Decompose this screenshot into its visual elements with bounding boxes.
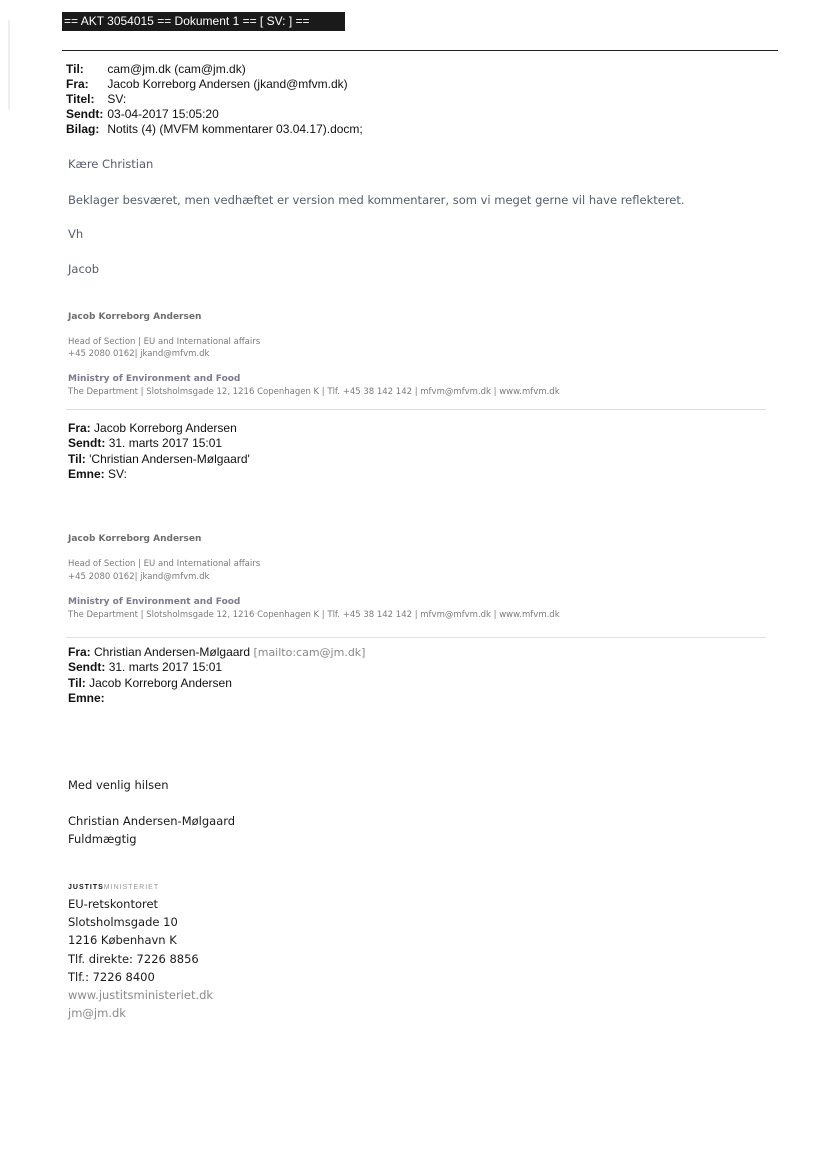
forward2-til-label: Til: <box>68 676 86 690</box>
header-divider <box>62 50 778 51</box>
closing-name: Christian Andersen-Mølgaard <box>68 814 236 828</box>
logo-part1: JUSTITS <box>68 884 104 891</box>
body-name: Jacob <box>68 262 100 276</box>
signature2-name: Jacob Korreborg Andersen <box>68 534 202 544</box>
closing-tlf-direct: Tlf. direkte: 7226 8856 <box>68 952 199 966</box>
header-sendt-value: 03-04-2017 15:05:20 <box>107 107 219 121</box>
closing-role: Fuldmægtig <box>68 832 137 846</box>
header-titel-label: Titel: <box>66 92 95 106</box>
forward2-fra-row <box>68 645 365 660</box>
signature1-title: Head of Section | EU and International affairs <box>68 337 261 347</box>
forward2-sendt-value: 31. marts 2017 15:01 <box>108 660 223 674</box>
forward2-emne-row <box>68 691 105 705</box>
body-closing: Vh <box>68 227 84 241</box>
closing-dept: EU-retskontoret <box>68 897 159 911</box>
forward2-mailto-link[interactable]: [mailto:cam@jm.dk] <box>253 646 366 659</box>
forward2-fra-value: Christian Andersen-Mølgaard <box>94 645 251 659</box>
forward2-til-value: Jacob Korreborg Andersen <box>89 676 232 690</box>
forward1-emne-value: SV: <box>108 467 127 481</box>
scan-margin-mark <box>8 20 10 110</box>
signature2-phone-email: +45 2080 0162| jkand@mfvm.dk <box>68 572 210 582</box>
header-sendt-label: Sendt: <box>66 107 104 121</box>
forward2-emne-label: Emne: <box>68 691 105 705</box>
header-bilag-row <box>66 122 363 137</box>
forward1-divider <box>66 409 766 410</box>
header-fra-value: Jacob Korreborg Andersen (jkand@mfvm.dk) <box>107 77 348 91</box>
forward1-til-row <box>68 452 250 466</box>
forward1-emne-row <box>68 467 127 481</box>
forward1-sendt-row <box>68 436 222 450</box>
forward1-til-value: 'Christian Andersen-Mølgaard' <box>89 452 250 466</box>
forward1-fra-label: Fra: <box>68 421 91 435</box>
header-fra-row <box>66 77 348 92</box>
header-bilag-value: Notits (4) (MVFM kommentarer 03.04.17).docm; <box>107 122 363 136</box>
logo-part2: MINISTERIET <box>103 884 160 891</box>
signature1-org: Ministry of Environment and Food <box>68 374 241 384</box>
header-bilag-label: Bilag: <box>66 122 100 136</box>
header-til-label: Til: <box>66 62 84 76</box>
forward2-fra-label: Fra: <box>68 645 91 659</box>
signature1-name: Jacob Korreborg Andersen <box>68 312 202 322</box>
header-sendt-row <box>66 107 219 122</box>
closing-website-link[interactable]: www.justitsministeriet.dk <box>68 988 214 1002</box>
body-greeting: Kære Christian <box>68 157 154 171</box>
forward1-fra-value: Jacob Korreborg Andersen <box>94 421 237 435</box>
forward1-sendt-value: 31. marts 2017 15:01 <box>108 436 223 450</box>
signature1-phone-email: +45 2080 0162| jkand@mfvm.dk <box>68 349 210 359</box>
justitsministeriet-logo <box>68 884 159 891</box>
closing-regards: Med venlig hilsen <box>68 778 169 792</box>
closing-email-link[interactable]: jm@jm.dk <box>68 1006 126 1020</box>
body-paragraph: Beklager besværet, men vedhæftet er version med kommentarer, som vi meget gerne vil have reflekteret. <box>68 193 685 207</box>
header-fra-label: Fra: <box>66 77 89 91</box>
header-til-value: cam@jm.dk (cam@jm.dk) <box>107 62 246 76</box>
signature1-address: The Department | Slotsholmsgade 12, 1216 Copenhagen K | Tlf. +45 38 142 142 | mfvm@mfvm.dk | www.mfvm.dk <box>68 387 560 397</box>
header-titel-row <box>66 92 126 107</box>
forward1-fra-row <box>68 421 237 435</box>
forward2-til-row <box>68 676 232 690</box>
closing-tlf: Tlf.: 7226 8400 <box>68 970 155 984</box>
closing-city: 1216 København K <box>68 933 177 947</box>
forward1-emne-label: Emne: <box>68 467 105 481</box>
forward1-til-label: Til: <box>68 452 86 466</box>
forward1-sendt-label: Sendt: <box>68 436 106 450</box>
signature2-title: Head of Section | EU and International affairs <box>68 559 261 569</box>
forward2-sendt-row <box>68 660 222 674</box>
header-til-row <box>66 62 246 77</box>
forward2-divider <box>66 637 766 638</box>
closing-street: Slotsholmsgade 10 <box>68 915 178 929</box>
signature2-address: The Department | Slotsholmsgade 12, 1216 Copenhagen K | Tlf. +45 38 142 142 | mfvm@mfvm.dk | www.mfvm.dk <box>68 610 560 620</box>
akt-banner: == AKT 3054015 == Dokument 1 == [ SV: ] == <box>62 12 345 31</box>
signature2-org: Ministry of Environment and Food <box>68 597 241 607</box>
header-titel-value: SV: <box>107 92 127 106</box>
forward2-sendt-label: Sendt: <box>68 660 106 674</box>
